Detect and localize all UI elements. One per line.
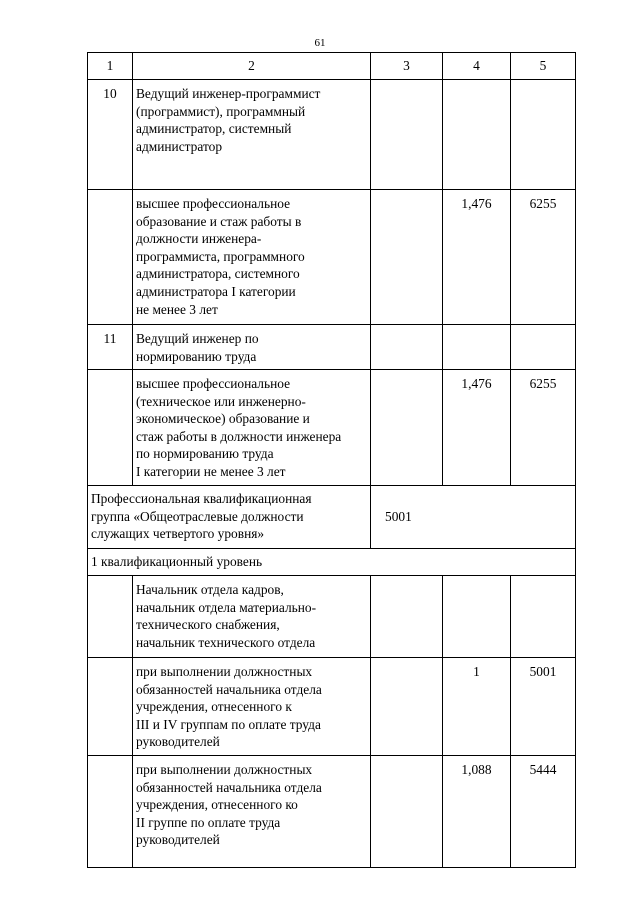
text-line: администратор, системный: [136, 121, 292, 137]
text-line: начальник отдела материально-: [136, 599, 317, 615]
table-row: [88, 325, 576, 370]
salary-cell: [511, 576, 576, 658]
text-line: экономическое) образование и: [136, 411, 310, 427]
text-line: руководителей: [136, 832, 220, 848]
text-line: (программист), программный: [136, 103, 306, 119]
position-title: [133, 576, 371, 658]
table-row: [88, 370, 576, 486]
table-row: [88, 80, 576, 190]
text-line: технического снабжения,: [136, 617, 280, 633]
row-number: [88, 370, 133, 486]
text-line: Начальник отдела кадров,: [136, 582, 284, 597]
row-number: [88, 576, 133, 658]
text-line: III и IV группам по оплате труда: [136, 716, 321, 732]
row-number: 10: [88, 80, 133, 190]
text-line: обязанностей начальника отдела: [136, 779, 322, 795]
salary-cell: 6255: [511, 370, 576, 486]
text-line: учреждения, отнесенного ко: [136, 797, 298, 813]
coefficient-cell: [443, 80, 511, 190]
text-line: стаж работы в должности инженера: [136, 428, 342, 444]
position-title: [133, 80, 371, 190]
coefficient-cell: 1: [443, 658, 511, 756]
text-line: I категории не менее 3 лет: [136, 463, 286, 479]
header-col-3: 3: [371, 53, 443, 80]
text-line: служащих четвертого уровня»: [91, 526, 265, 542]
text-line: не менее 3 лет: [136, 301, 218, 317]
group-base-salary: 5001: [371, 486, 576, 549]
level-row: [88, 549, 576, 576]
row-number: [88, 658, 133, 756]
col3-cell: [371, 756, 443, 868]
text-line: учреждения, отнесенного к: [136, 699, 292, 715]
qualification-level: 1 квалификационный уровень: [88, 549, 576, 576]
text-line: при выполнении должностных: [136, 664, 313, 679]
coefficient-cell: 1,088: [443, 756, 511, 868]
text-line: (техническое или инженерно-: [136, 393, 306, 409]
salary-cell: 6255: [511, 190, 576, 325]
text-line: Ведущий инженер по: [136, 331, 259, 346]
coefficient-cell: 1,476: [443, 190, 511, 325]
text-line: нормированию труда: [136, 348, 257, 364]
text-line: обязанностей начальника отдела: [136, 681, 322, 697]
text-line: администратора, системного: [136, 266, 300, 282]
coefficient-cell: [443, 576, 511, 658]
salary-cell: [511, 80, 576, 190]
text-line: руководителей: [136, 734, 220, 750]
page-number: 61: [314, 37, 326, 49]
group-title: [88, 486, 371, 549]
table-row: [88, 190, 576, 325]
header-col-2: 2: [133, 53, 371, 80]
text-line: должности инженера-: [136, 231, 262, 247]
text-line: Ведущий инженер-программист: [136, 86, 321, 101]
text-line: Профессиональная квалификационная: [91, 491, 312, 506]
text-line: программиста, программного: [136, 248, 305, 264]
salary-cell: 5444: [511, 756, 576, 868]
row-number: [88, 190, 133, 325]
salary-cell: [511, 325, 576, 370]
header-col-4: 4: [443, 53, 511, 80]
requirement-text: [133, 658, 371, 756]
group-row: [88, 486, 576, 549]
text-line: образование и стаж работы в: [136, 213, 302, 229]
row-number: 11: [88, 325, 133, 370]
table-row: [88, 658, 576, 756]
salary-cell: 5001: [511, 658, 576, 756]
header-col-1: 1: [88, 53, 133, 80]
requirement-text: [133, 370, 371, 486]
coefficient-cell: [443, 325, 511, 370]
row-number: [88, 756, 133, 868]
text-line: администратор: [136, 138, 223, 154]
header-col-5: 5: [511, 53, 576, 80]
text-line: II группе по оплате труда: [136, 814, 281, 830]
col3-cell: [371, 80, 443, 190]
text-line: администратора I категории: [136, 283, 296, 299]
requirement-text: [133, 190, 371, 325]
text-line: группа «Общеотраслевые должности: [91, 508, 304, 524]
col3-cell: [371, 576, 443, 658]
text-line: при выполнении должностных: [136, 762, 313, 777]
position-title: [133, 325, 371, 370]
col3-cell: [371, 658, 443, 756]
table-header-row: [88, 53, 576, 80]
table-row: [88, 756, 576, 868]
col3-cell: [371, 325, 443, 370]
table-row: [88, 576, 576, 658]
text-line: высшее профессиональное: [136, 196, 291, 211]
col3-cell: [371, 370, 443, 486]
salary-table: [87, 52, 576, 868]
coefficient-cell: 1,476: [443, 370, 511, 486]
text-line: по нормированию труда: [136, 446, 274, 462]
text-line: высшее профессиональное: [136, 376, 291, 391]
text-line: начальник технического отдела: [136, 634, 316, 650]
requirement-text: [133, 756, 371, 868]
col3-cell: [371, 190, 443, 325]
